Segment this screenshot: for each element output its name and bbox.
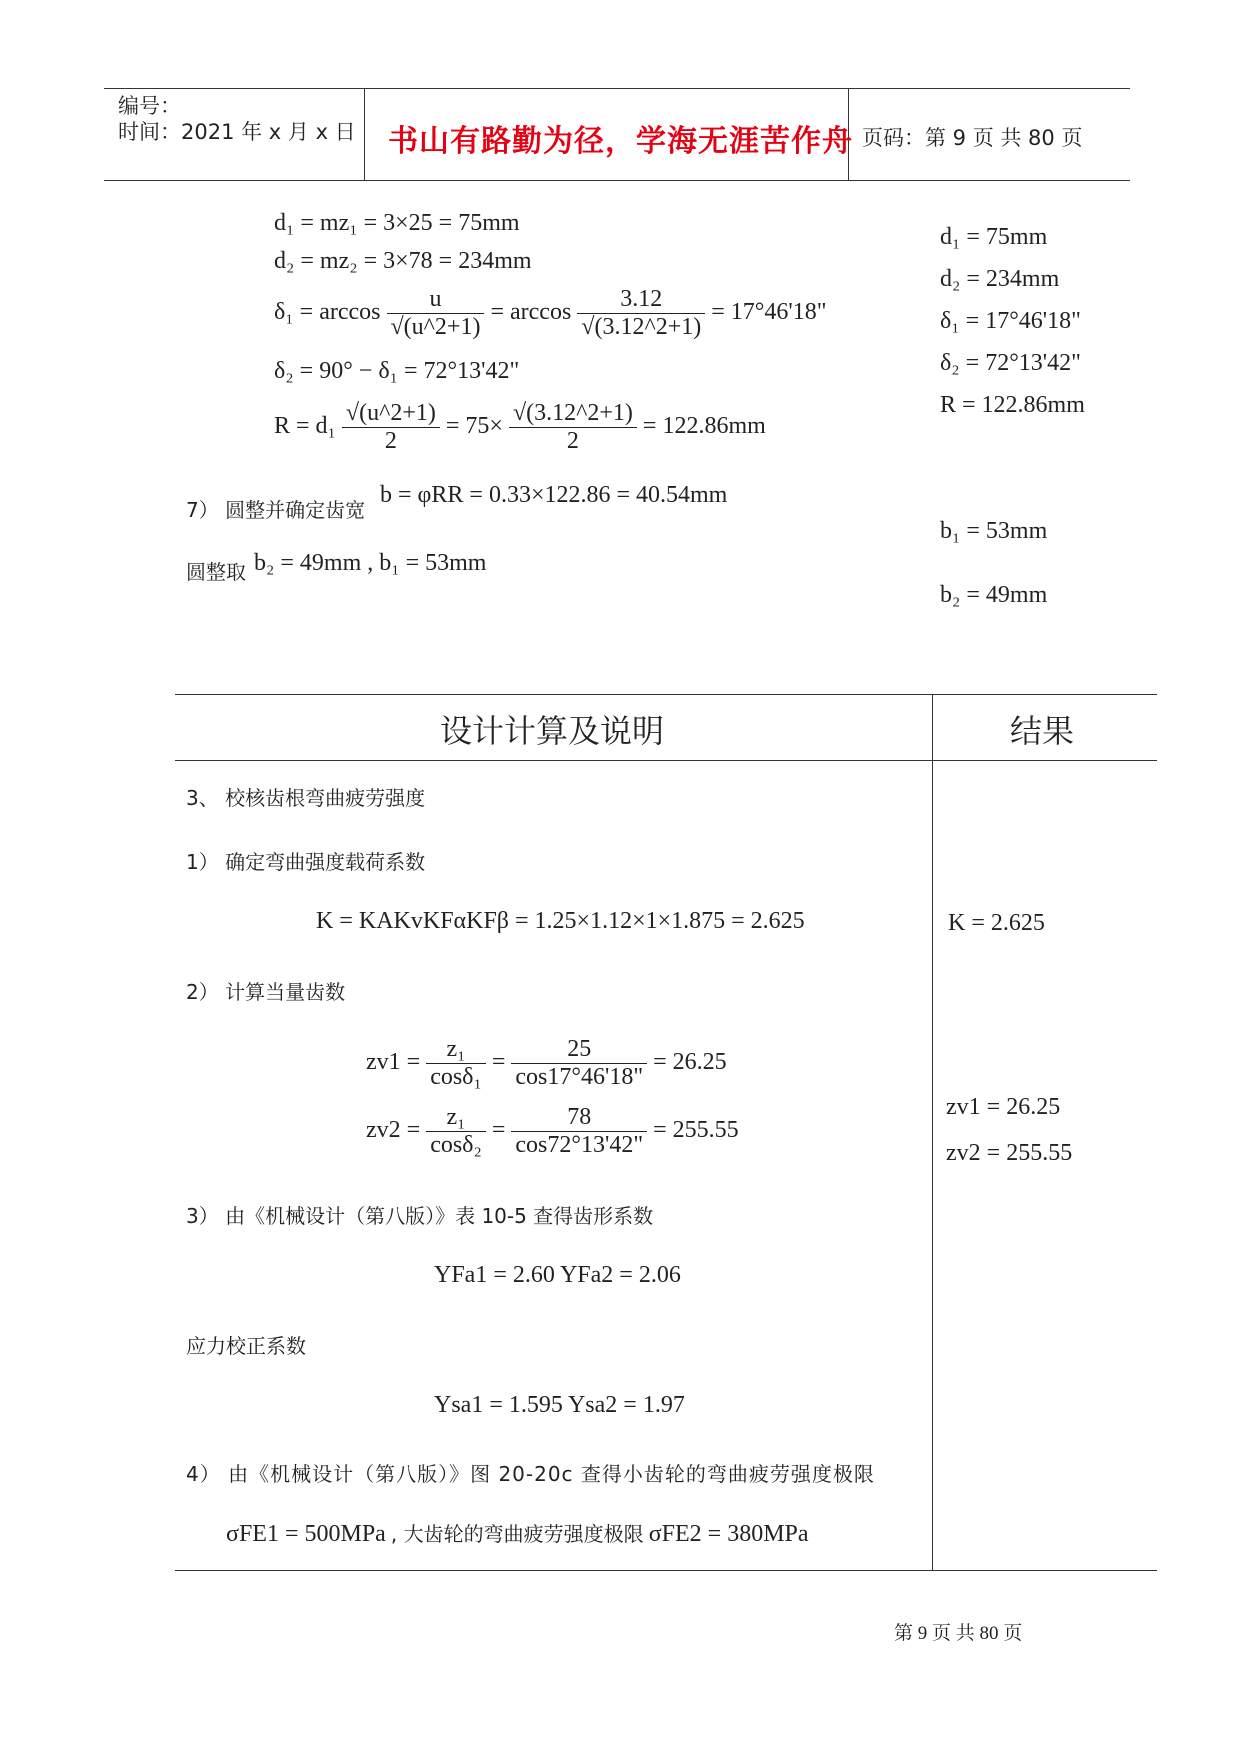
table-header-result: 结果 [1010,712,1075,750]
eq-delta1-lhs: δ₁ = arccos [274,299,381,326]
frac-num: z₁ [426,1036,486,1064]
frac-num: 25 [511,1036,647,1064]
eq-R-frac2 [509,400,637,455]
eq-Ysa: Ysa1 = 1.595 Ysa2 = 1.97 [434,1392,685,1418]
section-3-title: 3、 校核齿根弯曲疲劳强度 [186,786,426,810]
eq-zv1: zv1 = $\frac{\text{z₁}}{\text{cosδ₁}}$ = $\frac{25}{\cos 17^\circ 46'18"}$ = 26.25 [366,1036,727,1090]
footer-page: 第 9 页 共 80 页 [894,1623,1023,1644]
frac-num: √(3.12^2+1) [509,400,637,428]
doc-number: 编号： [118,94,181,118]
table-column-divider [932,694,933,1570]
header-divider-left [364,88,365,180]
frac-den: cos17°46'18" [515,1064,644,1090]
eq-R-res: = 122.86mm [642,413,766,440]
result-delta1: δ₁ = 17°46'18" [940,308,1081,334]
table-bottom-rule [175,1570,1157,1571]
sigma-line [226,1518,809,1548]
eq-zv2-lhs: zv2 = [366,1117,421,1144]
frac-den: √(3.12^2+1) [581,314,702,340]
result-K: K = 2.625 [948,910,1045,936]
eq-delta2: δ₂ = 90° − δ₁ = 72°13'42" [274,358,520,384]
table-header-rule [175,760,1157,761]
eq-zv2-frac2 [511,1104,647,1159]
frac-num: z₁ [426,1104,486,1132]
eq-YFa: YFa1 = 2.60 YFa2 = 2.06 [434,1262,681,1288]
eq-zv1-lhs: zv1 = [366,1049,421,1076]
page-label: 页码：第 9 页 共 80 页 [862,126,1083,150]
step7-eq: b = φRR = 0.33×122.86 = 40.54mm [380,482,728,508]
result-d2: d₂ = 234mm [940,266,1060,292]
result-d1: d₁ = 75mm [940,224,1048,250]
round-label: 圆整取 [186,560,246,584]
frac-den: cosδ₂ [430,1132,482,1158]
eq-delta1-frac1 [387,286,485,341]
header-bottom-rule [104,180,1130,181]
frac-num: √(u^2+1) [342,400,440,428]
eq-K: K = KAKvKFαKFβ = 1.25×1.12×1×1.875 = 2.625 [316,908,805,934]
eq-R [274,400,766,455]
eq-d2: d₂ = mz₂ = 3×78 = 234mm [274,248,532,274]
frac-den: 2 [384,428,397,454]
result-zv2: zv2 = 255.55 [946,1140,1073,1166]
frac-num: 3.12 [577,286,705,314]
eq-R-frac1 [342,400,440,455]
eq-zv1-res: = 26.25 [653,1049,727,1076]
eq-R-lhs: R = d₁ [274,413,336,440]
section-3-2: 2） 计算当量齿数 [186,980,346,1004]
frac-den: 2 [566,428,579,454]
header-top-rule [104,88,1130,89]
eq-delta1 [274,286,827,341]
doc-time: 时间：2021 年 x 月 x 日 [118,120,356,144]
eq-zv1-frac2 [511,1036,647,1091]
section-3-3: 3） 由《机械设计（第八版）》表 10-5 查得齿形系数 [186,1204,654,1228]
eq-zv2-frac1 [426,1104,486,1159]
result-b2: b₂ = 49mm [940,582,1048,608]
motto: 书山有路勤为径，学海无涯苦作舟 [388,124,853,159]
sigma-mid-text: , 大齿轮的弯曲疲劳强度极限 [390,1522,644,1546]
eq-d1: d₁ = mz₁ = 3×25 = 75mm [274,210,520,236]
eq-R-mid: = 75× [445,413,503,440]
result-b1: b₁ = 53mm [940,518,1048,544]
section-3-4: 4） 由《机械设计（第八版）》图 20-20c 查得小齿轮的弯曲疲劳强度极限 [186,1462,875,1486]
frac-den: cos72°13'42" [515,1132,644,1158]
eq-delta1-res: = 17°46'18" [711,299,827,326]
stress-correction-label: 应力校正系数 [186,1334,306,1358]
round-eq: b₂ = 49mm , b₁ = 53mm [254,550,487,576]
step7-label: 7） 圆整并确定齿宽 [186,498,366,522]
eq-zv2: zv2 = $\frac{\text{z₁}}{\text{cosδ₂}}$ = $\frac{78}{\cos 72^\circ 13'42"}$ = 255.55 [366,1104,739,1158]
result-delta2: δ₂ = 72°13'42" [940,350,1081,376]
frac-num: u [387,286,485,314]
table-top-rule [175,694,1157,695]
frac-den: √(u^2+1) [390,314,481,340]
frac-den: cosδ₁ [430,1064,482,1090]
table-header-calc: 设计计算及说明 [440,712,665,750]
eq-sigma2: σFE2 = 380MPa [648,1521,809,1547]
eq-zv2-res: = 255.55 [653,1117,739,1144]
section-3-1: 1） 确定弯曲强度载荷系数 [186,850,426,874]
result-R: R = 122.86mm [940,392,1085,418]
eq-zv1-frac1 [426,1036,486,1091]
eq-delta1-mid: = arccos [490,299,572,326]
result-zv1: zv1 = 26.25 [946,1094,1061,1120]
eq-delta1-frac2 [577,286,705,341]
eq-sigma1: σFE1 = 500MPa [226,1521,386,1547]
frac-num: 78 [511,1104,647,1132]
